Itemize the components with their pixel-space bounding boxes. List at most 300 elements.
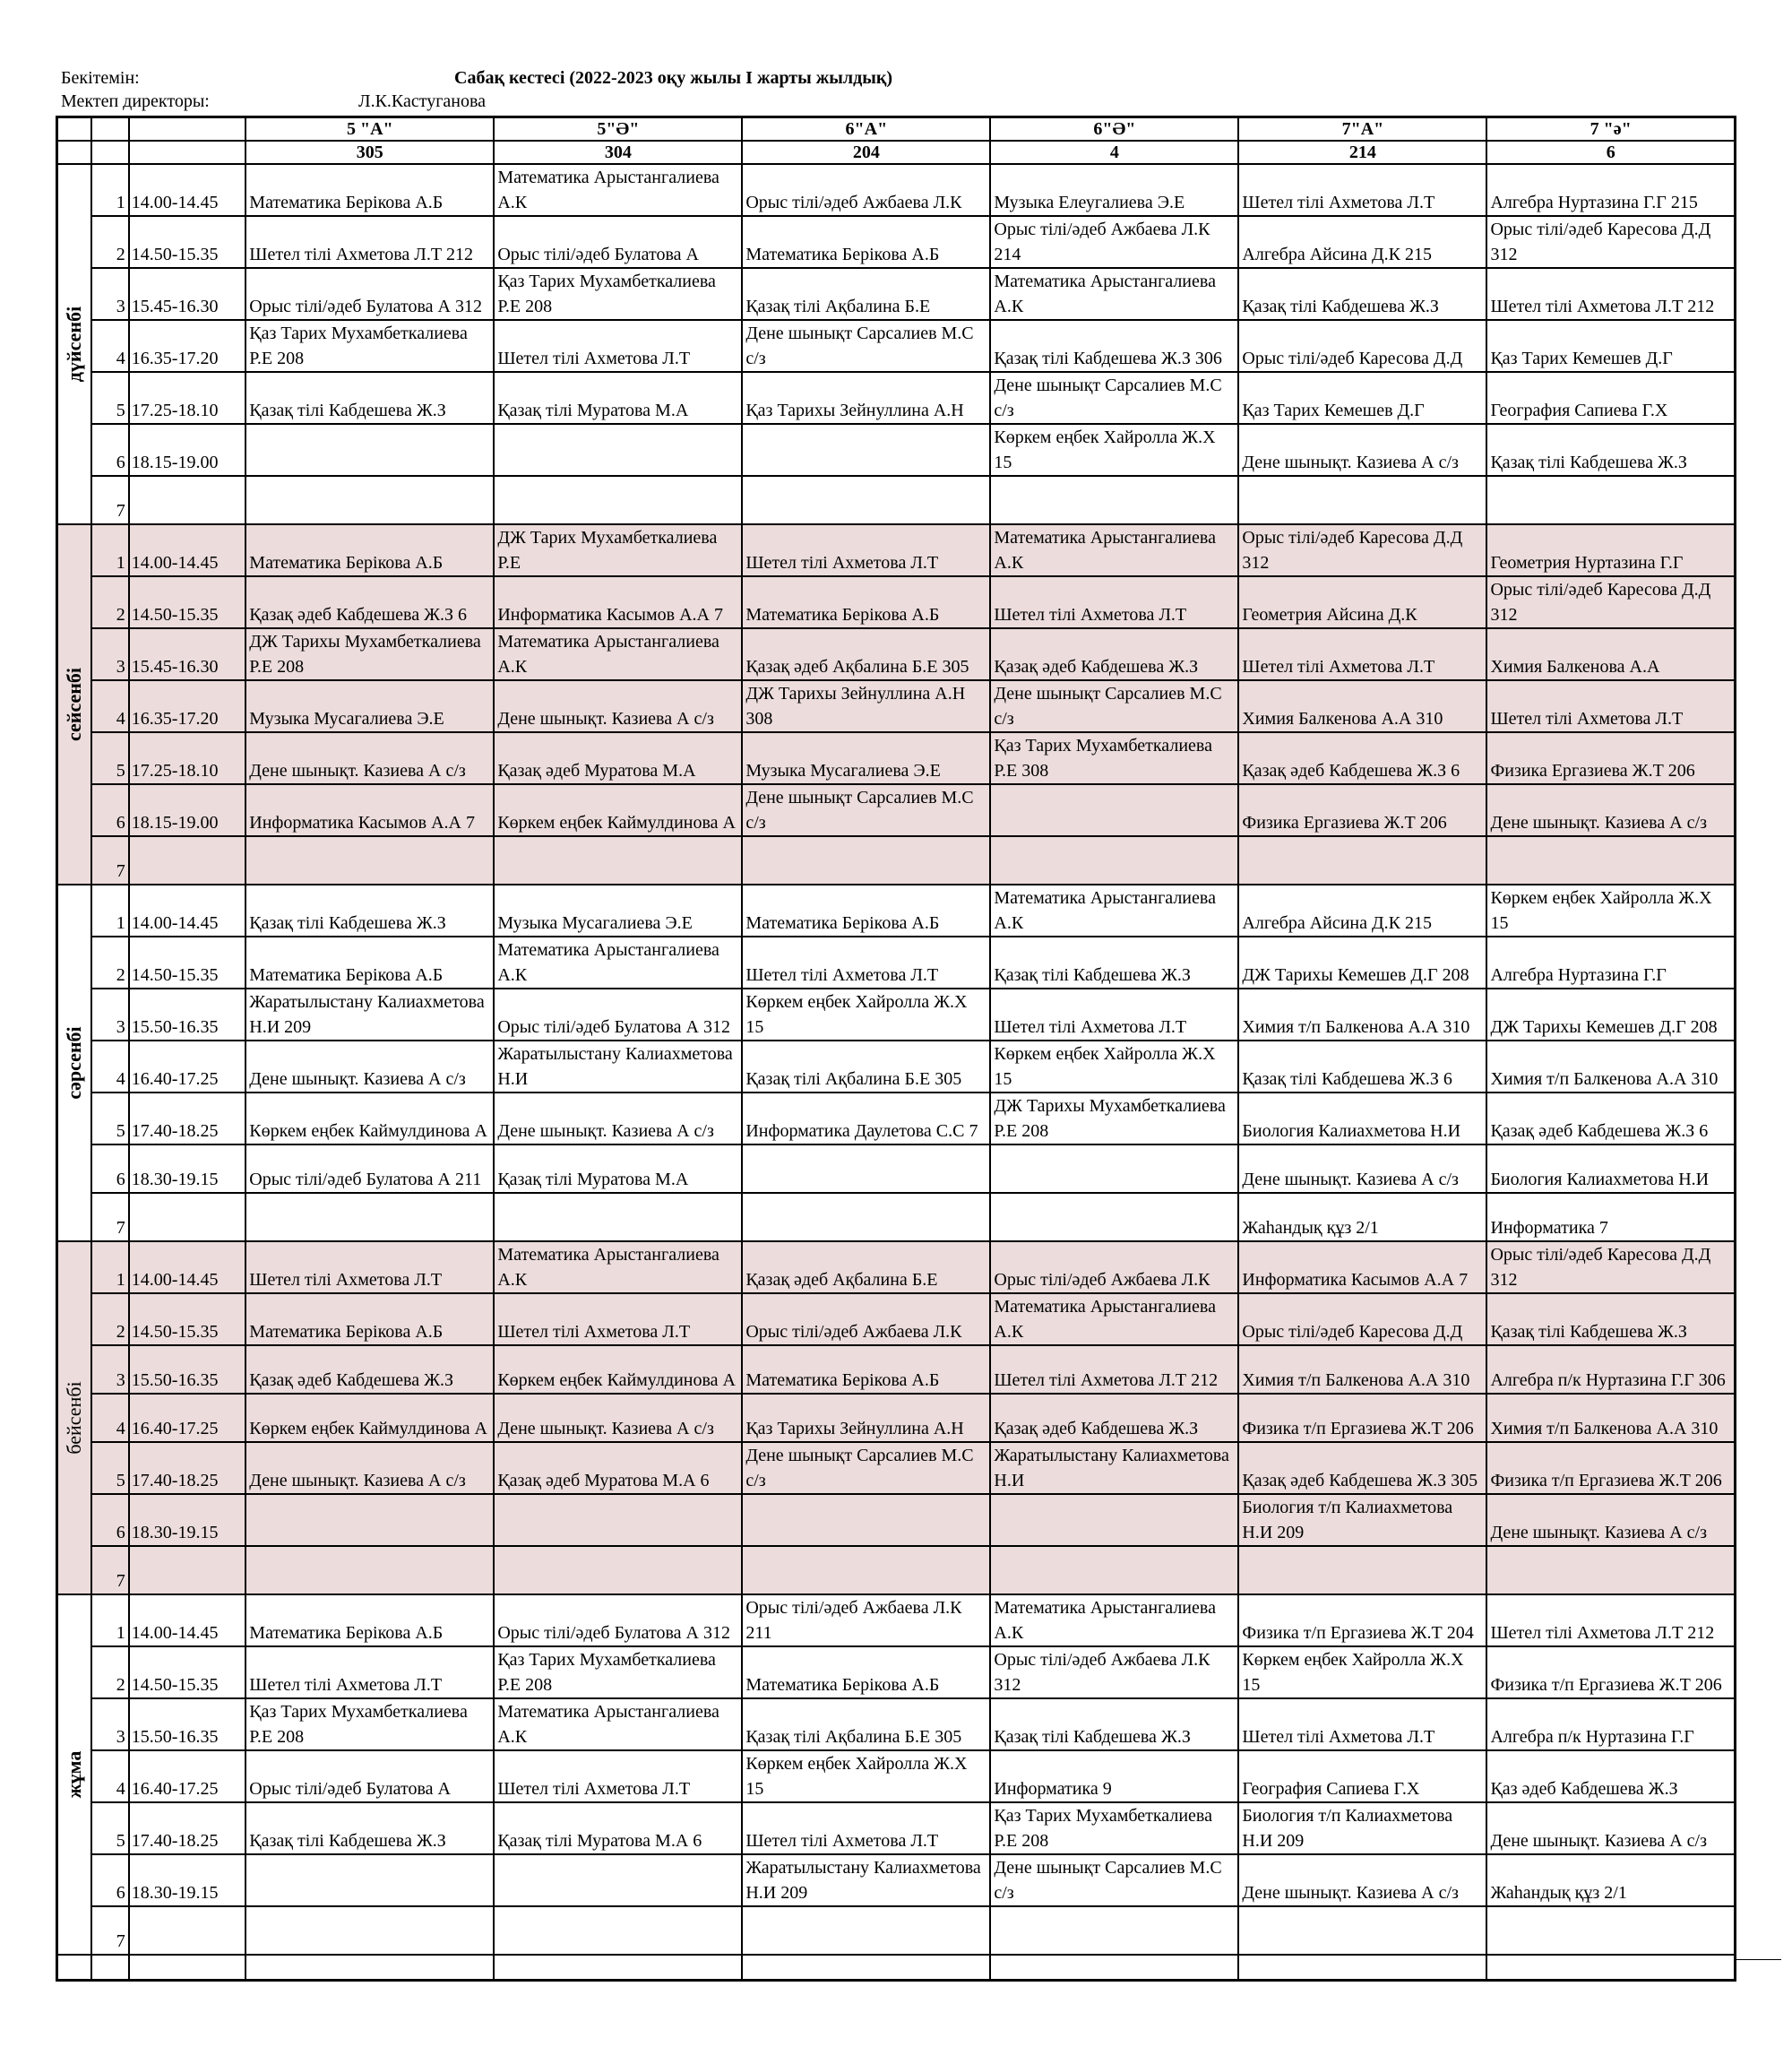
lesson-row xyxy=(57,989,1736,1041)
lesson-cell: Көркем еңбек Хайролла Ж.Х 15 xyxy=(990,1041,1238,1093)
lesson-cell: Қазақ әдеб Кабдешева Ж.З xyxy=(246,1345,494,1394)
lesson-number: 3 xyxy=(91,1345,129,1394)
lesson-cell: Дене шынықт. Казиева А с/з xyxy=(1486,1494,1735,1546)
lesson-row xyxy=(57,1144,1736,1193)
lesson-cell: Қазақ әдеб Ақбалина Б.Е 305 xyxy=(742,628,990,680)
day-block-4 xyxy=(57,1594,1736,1955)
lesson-time xyxy=(129,476,246,524)
day-name: сейсенбі xyxy=(62,667,85,742)
lesson-cell: Химия т/п Балкенова А.А 310 xyxy=(1238,1345,1486,1394)
lesson-cell: Орыс тілі/әдеб Ажбаева Л.К xyxy=(990,1241,1238,1293)
lesson-row xyxy=(57,628,1736,680)
director-name: Л.К.Кастуганова xyxy=(358,91,487,111)
lesson-row xyxy=(57,1093,1736,1144)
lesson-cell: Дене шынықт Сарсалиев М.С с/з xyxy=(742,320,990,372)
lesson-time: 18.15-19.00 xyxy=(129,424,246,476)
lesson-cell: Музыка Мусагалиева Э.Е xyxy=(742,732,990,784)
lesson-time: 14.00-14.45 xyxy=(129,524,246,576)
document-title: Сабақ кестесі (2022-2023 оқу жылы І жарты жылдық) xyxy=(454,68,893,88)
lesson-number: 6 xyxy=(91,1144,129,1193)
lesson-cell xyxy=(1238,836,1486,885)
lesson-cell: Шетел тілі Ахметова Л.Т xyxy=(742,524,990,576)
lesson-cell: Дене шынықт. Казиева А с/з xyxy=(1238,1144,1486,1193)
lesson-cell xyxy=(990,784,1238,836)
lesson-time: 14.50-15.35 xyxy=(129,576,246,628)
lesson-cell: Орыс тілі/әдеб Каресова Д.Д xyxy=(1238,1293,1486,1345)
lesson-cell: Химия т/п Балкенова А.А 310 xyxy=(1486,1394,1735,1442)
lesson-number: 4 xyxy=(91,1041,129,1093)
lesson-row xyxy=(57,268,1736,320)
lesson-time: 18.30-19.15 xyxy=(129,1854,246,1906)
lesson-number: 2 xyxy=(91,576,129,628)
lesson-cell: Қазақ тілі Кабдешева Ж.З xyxy=(1238,268,1486,320)
lesson-cell: Биология Калиахметова Н.И xyxy=(1238,1093,1486,1144)
lesson-cell: Шетел тілі Ахметова Л.Т xyxy=(246,1646,494,1698)
class-header-row xyxy=(57,117,1736,142)
lesson-cell: Математика Арыстангалиева А.К xyxy=(494,628,742,680)
lesson-number: 6 xyxy=(91,784,129,836)
lesson-number: 1 xyxy=(91,524,129,576)
lesson-cell: Көркем еңбек Каймулдинова А xyxy=(246,1394,494,1442)
lesson-cell xyxy=(742,476,990,524)
lesson-cell: Информатика 7 xyxy=(1486,1193,1735,1241)
day-block-2 xyxy=(57,885,1736,1241)
lesson-row xyxy=(57,1750,1736,1802)
lesson-cell xyxy=(246,1494,494,1546)
lesson-time: 14.00-14.45 xyxy=(129,1241,246,1293)
lesson-cell: Физика Ергазиева Ж.Т 206 xyxy=(1238,784,1486,836)
lesson-row xyxy=(57,372,1736,424)
lesson-cell: Музыка Мусагалиева Э.Е xyxy=(494,885,742,937)
class-name-cell: 5 "А" xyxy=(246,117,494,142)
lesson-cell: Қазақ әдеб Кабдешева Ж.З xyxy=(990,628,1238,680)
lesson-cell: Математика Арыстангалиева А.К xyxy=(494,164,742,216)
lesson-cell xyxy=(1238,1906,1486,1955)
lesson-cell: Шетел тілі Ахметова Л.Т 212 xyxy=(1486,1594,1735,1646)
lesson-cell: Дене шынықт. Казиева А с/з xyxy=(246,732,494,784)
lesson-cell xyxy=(246,1193,494,1241)
lesson-time: 17.25-18.10 xyxy=(129,372,246,424)
lesson-cell: Шетел тілі Ахметова Л.Т xyxy=(1486,680,1735,732)
lesson-cell xyxy=(494,1494,742,1546)
lesson-cell: Орыс тілі/әдеб Булатова А 312 xyxy=(494,1594,742,1646)
lesson-row xyxy=(57,1906,1736,1955)
room-cell: 4 xyxy=(990,141,1238,164)
lesson-number: 4 xyxy=(91,680,129,732)
lesson-cell: Орыс тілі/әдеб Булатова А xyxy=(246,1750,494,1802)
lesson-time: 15.50-16.35 xyxy=(129,989,246,1041)
lesson-cell: Қазақ тілі Кабдешева Ж.З xyxy=(990,937,1238,989)
lesson-cell: Алгебра п/к Нуртазина Г.Г xyxy=(1486,1698,1735,1750)
lesson-number: 3 xyxy=(91,268,129,320)
lesson-row xyxy=(57,164,1736,216)
lesson-cell: Математика Берікова А.Б xyxy=(246,164,494,216)
lesson-cell: Физика т/п Ергазиева Ж.Т 204 xyxy=(1238,1594,1486,1646)
lesson-cell: Көркем еңбек Каймулдинова А xyxy=(246,1093,494,1144)
lesson-cell xyxy=(494,1193,742,1241)
corner-cell xyxy=(57,141,91,164)
lesson-cell: Алгебра Нуртазина Г.Г 215 xyxy=(1486,164,1735,216)
lesson-cell: Орыс тілі/әдеб Булатова А 312 xyxy=(494,989,742,1041)
lesson-cell: Дене шынықт. Казиева А с/з xyxy=(1486,784,1735,836)
lesson-cell: Дене шынықт Сарсалиев М.С с/з xyxy=(742,784,990,836)
lesson-number: 2 xyxy=(91,216,129,268)
lesson-row xyxy=(57,1241,1736,1293)
room-cell: 6 xyxy=(1486,141,1735,164)
lesson-cell xyxy=(990,1906,1238,1955)
lesson-cell xyxy=(494,424,742,476)
lesson-number: 7 xyxy=(91,836,129,885)
lesson-time: 14.50-15.35 xyxy=(129,1646,246,1698)
lesson-cell: Математика Арыстангалиева А.К xyxy=(494,1241,742,1293)
lesson-cell: Көркем еңбек Хайролла Ж.Х 15 xyxy=(990,424,1238,476)
lesson-cell: Шетел тілі Ахметова Л.Т xyxy=(1238,1698,1486,1750)
lesson-cell: Қаз Тарихы Зейнуллина А.Н xyxy=(742,1394,990,1442)
class-name-cell: 6"А" xyxy=(742,117,990,142)
lesson-cell: Көркем еңбек Хайролла Ж.Х 15 xyxy=(742,1750,990,1802)
lesson-cell xyxy=(246,1854,494,1906)
empty-cell xyxy=(129,1955,246,1981)
lesson-cell: Қаз Тарихы Зейнуллина А.Н xyxy=(742,372,990,424)
day-block-3 xyxy=(57,1241,1736,1594)
lesson-cell xyxy=(246,1546,494,1594)
lesson-row xyxy=(57,1494,1736,1546)
lesson-cell: Информатика Даулетова С.С 7 xyxy=(742,1093,990,1144)
lesson-cell: Дене шынықт Сарсалиев М.С с/з xyxy=(742,1442,990,1494)
lesson-number: 7 xyxy=(91,1193,129,1241)
lesson-cell xyxy=(246,836,494,885)
lesson-number: 7 xyxy=(91,476,129,524)
lesson-cell: Қазақ тілі Ақбалина Б.Е xyxy=(742,268,990,320)
lesson-cell: Дене шынықт Сарсалиев М.С с/з xyxy=(990,372,1238,424)
lesson-time: 15.50-16.35 xyxy=(129,1345,246,1394)
approve-label: Бекітемін: xyxy=(61,68,140,88)
corner-cell xyxy=(91,141,129,164)
lesson-time: 16.35-17.20 xyxy=(129,680,246,732)
lesson-cell: Шетел тілі Ахметова Л.Т xyxy=(990,576,1238,628)
day-name: сәрсенбі xyxy=(62,1026,85,1100)
lesson-cell: Қазақ тілі Ақбалина Б.Е 305 xyxy=(742,1041,990,1093)
lesson-time: 14.50-15.35 xyxy=(129,1293,246,1345)
lesson-cell: Қаз әдеб Кабдешева Ж.З xyxy=(1486,1750,1735,1802)
lesson-row xyxy=(57,424,1736,476)
lesson-time: 14.00-14.45 xyxy=(129,1594,246,1646)
lesson-cell: Дене шынықт. Казиева А с/з xyxy=(246,1041,494,1093)
lesson-cell: Қаз Тарих Мухамбеткалиева Р.Е 308 xyxy=(990,732,1238,784)
lesson-cell xyxy=(246,476,494,524)
corner-cell xyxy=(129,117,246,142)
lesson-number: 7 xyxy=(91,1906,129,1955)
lesson-cell: Информатика Касымов А.А 7 xyxy=(1238,1241,1486,1293)
lesson-cell: Орыс тілі/әдеб Каресова Д.Д 312 xyxy=(1486,576,1735,628)
lesson-cell: Информатика 9 xyxy=(990,1750,1238,1802)
lesson-time: 14.50-15.35 xyxy=(129,216,246,268)
lesson-cell: Қазақ әдеб Муратова М.А 6 xyxy=(494,1442,742,1494)
lesson-number: 4 xyxy=(91,1750,129,1802)
lesson-cell: Математика Берікова А.Б xyxy=(246,524,494,576)
day-name: дүйсенбі xyxy=(62,306,85,383)
lesson-cell: Қазақ әдеб Кабдешева Ж.З 6 xyxy=(1486,1093,1735,1144)
lesson-cell: Шетел тілі Ахметова Л.Т xyxy=(742,1802,990,1854)
lesson-cell: Қазақ тілі Кабдешева Ж.З xyxy=(1486,424,1735,476)
empty-cell xyxy=(1238,1955,1486,1981)
lesson-cell: Орыс тілі/әдеб Ажбаева Л.К 312 xyxy=(990,1646,1238,1698)
lesson-row xyxy=(57,576,1736,628)
lesson-cell: Қазақ әдеб Ақбалина Б.Е xyxy=(742,1241,990,1293)
lesson-cell: Алгебра Айсина Д.К 215 xyxy=(1238,885,1486,937)
lesson-row xyxy=(57,216,1736,268)
room-cell: 305 xyxy=(246,141,494,164)
lesson-time xyxy=(129,1193,246,1241)
lesson-cell: Көркем еңбек Хайролла Ж.Х 15 xyxy=(1238,1646,1486,1698)
lesson-cell: Орыс тілі/әдеб Каресова Д.Д 312 xyxy=(1238,524,1486,576)
lesson-cell: Көркем еңбек Хайролла Ж.Х 15 xyxy=(742,989,990,1041)
lesson-cell: Орыс тілі/әдеб Ажбаева Л.К 211 xyxy=(742,1594,990,1646)
corner-cell xyxy=(129,141,246,164)
lesson-time: 14.00-14.45 xyxy=(129,164,246,216)
lesson-cell: Шетел тілі Ахметова Л.Т xyxy=(494,1750,742,1802)
lesson-cell: Алгебра п/к Нуртазина Г.Г 306 xyxy=(1486,1345,1735,1394)
lesson-time: 14.50-15.35 xyxy=(129,937,246,989)
lesson-time: 16.40-17.25 xyxy=(129,1394,246,1442)
lesson-number: 1 xyxy=(91,1594,129,1646)
lesson-cell: Қазақ тілі Муратова М.А xyxy=(494,1144,742,1193)
lesson-cell: Қаз Тарих Мухамбеткалиева Р.Е 208 xyxy=(246,320,494,372)
lesson-cell: Орыс тілі/әдеб Ажбаева Л.К xyxy=(742,164,990,216)
lesson-row xyxy=(57,1442,1736,1494)
lesson-cell: Химия Балкенова А.А 310 xyxy=(1238,680,1486,732)
day-name: бейсенбі xyxy=(62,1381,85,1455)
lesson-cell: Дене шынықт. Казиева А с/з xyxy=(1238,424,1486,476)
day-name-cell xyxy=(57,1594,91,1955)
lesson-number: 1 xyxy=(91,164,129,216)
lesson-row xyxy=(57,732,1736,784)
lesson-cell: Химия Балкенова А.А xyxy=(1486,628,1735,680)
room-cell: 304 xyxy=(494,141,742,164)
lesson-cell: Дене шынықт Сарсалиев М.С с/з xyxy=(990,680,1238,732)
lesson-cell: Қазақ тілі Кабдешева Ж.З xyxy=(990,1698,1238,1750)
lesson-cell xyxy=(494,1546,742,1594)
lesson-row xyxy=(57,1698,1736,1750)
lesson-cell: Физика т/п Ергазиева Ж.Т 206 xyxy=(1486,1442,1735,1494)
empty-cell xyxy=(990,1955,1238,1981)
lesson-time xyxy=(129,836,246,885)
lesson-cell: Физика т/п Ергазиева Ж.Т 206 xyxy=(1486,1646,1735,1698)
lesson-cell xyxy=(1486,476,1735,524)
empty-cell xyxy=(742,1955,990,1981)
lesson-cell: ДЖ Тарихы Кемешев Д.Г 208 xyxy=(1486,989,1735,1041)
lesson-number: 6 xyxy=(91,1494,129,1546)
day-name-cell xyxy=(57,885,91,1241)
lesson-number: 4 xyxy=(91,1394,129,1442)
lesson-cell: ДЖ Тарихы Зейнуллина А.Н 308 xyxy=(742,680,990,732)
lesson-cell xyxy=(246,1906,494,1955)
lesson-cell: Математика Арыстангалиева А.К xyxy=(494,937,742,989)
lesson-cell: Дене шынықт. Казиева А с/з xyxy=(1486,1802,1735,1854)
lesson-row xyxy=(57,885,1736,937)
lesson-cell: Көркем еңбек Каймулдинова А xyxy=(494,1345,742,1394)
lesson-cell: Орыс тілі/әдеб Булатова А xyxy=(494,216,742,268)
lesson-time: 15.45-16.30 xyxy=(129,268,246,320)
lesson-cell xyxy=(742,1193,990,1241)
lesson-cell xyxy=(742,836,990,885)
lesson-cell xyxy=(1238,476,1486,524)
lesson-cell: Көркем еңбек Каймулдинова А xyxy=(494,784,742,836)
lesson-cell: Орыс тілі/әдеб Каресова Д.Д 312 xyxy=(1486,216,1735,268)
lesson-cell: Физика Ергазиева Ж.Т 206 xyxy=(1486,732,1735,784)
lesson-cell: Қазақ тілі Кабдешева Ж.З 306 xyxy=(990,320,1238,372)
lesson-cell: Информатика Касымов А.А 7 xyxy=(246,784,494,836)
lesson-cell: Математика Берікова А.Б xyxy=(246,1293,494,1345)
lesson-cell xyxy=(742,1494,990,1546)
lesson-number: 3 xyxy=(91,989,129,1041)
lesson-cell: Қаз Тарих Мухамбеткалиева Р.Е 208 xyxy=(990,1802,1238,1854)
day-block-1 xyxy=(57,524,1736,885)
empty-cell xyxy=(57,1955,91,1981)
lesson-cell: Жаратылыстану Калиахметова Н.И xyxy=(990,1442,1238,1494)
schedule-table xyxy=(56,116,1736,1982)
lesson-cell: Математика Берікова А.Б xyxy=(742,576,990,628)
lesson-number: 3 xyxy=(91,628,129,680)
lesson-cell xyxy=(1486,1546,1735,1594)
lesson-cell: Қазақ әдеб Кабдешева Ж.З 305 xyxy=(1238,1442,1486,1494)
lesson-cell: Қазақ тілі Кабдешева Ж.З xyxy=(246,885,494,937)
class-name-cell: 6"Ә" xyxy=(990,117,1238,142)
lesson-cell: Жаратылыстану Калиахметова Н.И 209 xyxy=(742,1854,990,1906)
lesson-cell: Қаз Тарих Мухамбеткалиева Р.Е 208 xyxy=(494,268,742,320)
lesson-cell: Математика Берікова А.Б xyxy=(742,216,990,268)
lesson-cell: Информатика Касымов А.А 7 xyxy=(494,576,742,628)
lesson-cell: Химия т/п Балкенова А.А 310 xyxy=(1238,989,1486,1041)
lesson-cell: Геометрия Айсина Д.К xyxy=(1238,576,1486,628)
room-header-row xyxy=(57,141,1736,164)
lesson-cell: Қазақ тілі Ақбалина Б.Е 305 xyxy=(742,1698,990,1750)
lesson-row xyxy=(57,836,1736,885)
lesson-cell xyxy=(990,1546,1238,1594)
lesson-cell: Шетел тілі Ахметова Л.Т xyxy=(494,320,742,372)
lesson-cell: ДЖ Тарихы Кемешев Д.Г 208 xyxy=(1238,937,1486,989)
corner-cell xyxy=(57,117,91,142)
lesson-cell: Математика Берікова А.Б xyxy=(742,885,990,937)
lesson-cell: Қазақ әдеб Кабдешева Ж.З xyxy=(990,1394,1238,1442)
lesson-cell: Биология Калиахметова Н.И xyxy=(1486,1144,1735,1193)
empty-footer-row xyxy=(57,1955,1736,1981)
lesson-number: 1 xyxy=(91,885,129,937)
lesson-cell xyxy=(990,1144,1238,1193)
lesson-number: 6 xyxy=(91,1854,129,1906)
lesson-row xyxy=(57,1802,1736,1854)
lesson-number: 1 xyxy=(91,1241,129,1293)
lesson-number: 7 xyxy=(91,1546,129,1594)
lesson-row xyxy=(57,680,1736,732)
class-name-cell: 7 "ә" xyxy=(1486,117,1735,142)
lesson-time: 16.40-17.25 xyxy=(129,1041,246,1093)
day-block-0 xyxy=(57,164,1736,524)
empty-cell xyxy=(494,1955,742,1981)
lesson-cell xyxy=(1486,1906,1735,1955)
lesson-time: 17.25-18.10 xyxy=(129,732,246,784)
lesson-cell: Қаз Тарих Кемешев Д.Г xyxy=(1486,320,1735,372)
lesson-cell: Дене шынықт. Казиева А с/з xyxy=(494,680,742,732)
lesson-cell: Көркем еңбек Хайролла Ж.Х 15 xyxy=(1486,885,1735,937)
lesson-cell: Шетел тілі Ахметова Л.Т xyxy=(246,1241,494,1293)
lesson-cell xyxy=(1238,1546,1486,1594)
day-name-cell xyxy=(57,524,91,885)
lesson-cell: Жаратылыстану Калиахметова Н.И 209 xyxy=(246,989,494,1041)
lesson-cell xyxy=(990,1494,1238,1546)
lesson-cell: Орыс тілі/әдеб Каресова Д.Д xyxy=(1238,320,1486,372)
lesson-cell xyxy=(494,476,742,524)
lesson-time: 15.50-16.35 xyxy=(129,1698,246,1750)
lesson-cell: Орыс тілі/әдеб Каресова Д.Д 312 xyxy=(1486,1241,1735,1293)
lesson-cell xyxy=(494,1854,742,1906)
lesson-cell: Математика Арыстангалиева А.К xyxy=(494,1698,742,1750)
lesson-row xyxy=(57,1394,1736,1442)
lesson-row xyxy=(57,1646,1736,1698)
lesson-row xyxy=(57,476,1736,524)
lesson-number: 2 xyxy=(91,1293,129,1345)
lesson-cell xyxy=(494,1906,742,1955)
table-header xyxy=(57,117,1736,165)
lesson-cell: Музыка Елеугалиева Э.Е xyxy=(990,164,1238,216)
lesson-row xyxy=(57,937,1736,989)
lesson-cell: Қаз Тарих Мухамбеткалиева Р.Е 208 xyxy=(246,1698,494,1750)
lesson-number: 2 xyxy=(91,1646,129,1698)
lesson-cell: Шетел тілі Ахметова Л.Т xyxy=(1238,164,1486,216)
lesson-cell: Шетел тілі Ахметова Л.Т 212 xyxy=(246,216,494,268)
lesson-cell: Дене шынықт. Казиева А с/з xyxy=(246,1442,494,1494)
lesson-cell: Жаһандық құз 2/1 xyxy=(1486,1854,1735,1906)
lesson-cell xyxy=(742,1546,990,1594)
lesson-cell: Қаз Тарих Мухамбеткалиева Р.Е 208 xyxy=(494,1646,742,1698)
lesson-cell: Шетел тілі Ахметова Л.Т xyxy=(494,1293,742,1345)
director-label: Мектеп директоры: xyxy=(61,91,210,111)
lesson-cell: Жаһандық құз 2/1 xyxy=(1238,1193,1486,1241)
lesson-cell: Орыс тілі/әдеб Булатова А 211 xyxy=(246,1144,494,1193)
lesson-cell: Қазақ тілі Муратова М.А xyxy=(494,372,742,424)
lesson-number: 5 xyxy=(91,732,129,784)
lesson-cell: Қазақ әдеб Кабдешева Ж.З 6 xyxy=(1238,732,1486,784)
lesson-cell: Шетел тілі Ахметова Л.Т 212 xyxy=(1486,268,1735,320)
lesson-cell: Қаз Тарих Кемешев Д.Г xyxy=(1238,372,1486,424)
lesson-row xyxy=(57,1293,1736,1345)
lesson-cell: Математика Берікова А.Б xyxy=(742,1345,990,1394)
lesson-cell: ДЖ Тарихы Мухамбеткалиева Р.Е 208 xyxy=(990,1093,1238,1144)
day-name-cell xyxy=(57,164,91,524)
lesson-cell: Алгебра Нуртазина Г.Г xyxy=(1486,937,1735,989)
lesson-number: 5 xyxy=(91,1442,129,1494)
empty-cell xyxy=(91,1955,129,1981)
lesson-time: 18.15-19.00 xyxy=(129,784,246,836)
lesson-row xyxy=(57,320,1736,372)
day-name: жұма xyxy=(62,1750,85,1799)
lesson-cell xyxy=(246,424,494,476)
lesson-cell: Қазақ тілі Кабдешева Ж.З xyxy=(246,1802,494,1854)
lesson-cell: Физика т/п Ергазиева Ж.Т 206 xyxy=(1238,1394,1486,1442)
class-name-cell: 5"Ә" xyxy=(494,117,742,142)
lesson-cell: Дене шынықт. Казиева А с/з xyxy=(494,1093,742,1144)
lesson-time: 14.00-14.45 xyxy=(129,885,246,937)
lesson-time: 16.40-17.25 xyxy=(129,1750,246,1802)
lesson-row xyxy=(57,1041,1736,1093)
lesson-cell: Геометрия Нуртазина Г.Г xyxy=(1486,524,1735,576)
lesson-cell: Биология т/п Калиахметова Н.И 209 xyxy=(1238,1494,1486,1546)
lesson-cell: Орыс тілі/әдеб Булатова А 312 xyxy=(246,268,494,320)
lesson-cell: География Сапиева Г.Х xyxy=(1238,1750,1486,1802)
lesson-cell: Математика Берікова А.Б xyxy=(246,937,494,989)
lesson-cell: Қазақ тілі Муратова М.А 6 xyxy=(494,1802,742,1854)
lesson-time xyxy=(129,1546,246,1594)
